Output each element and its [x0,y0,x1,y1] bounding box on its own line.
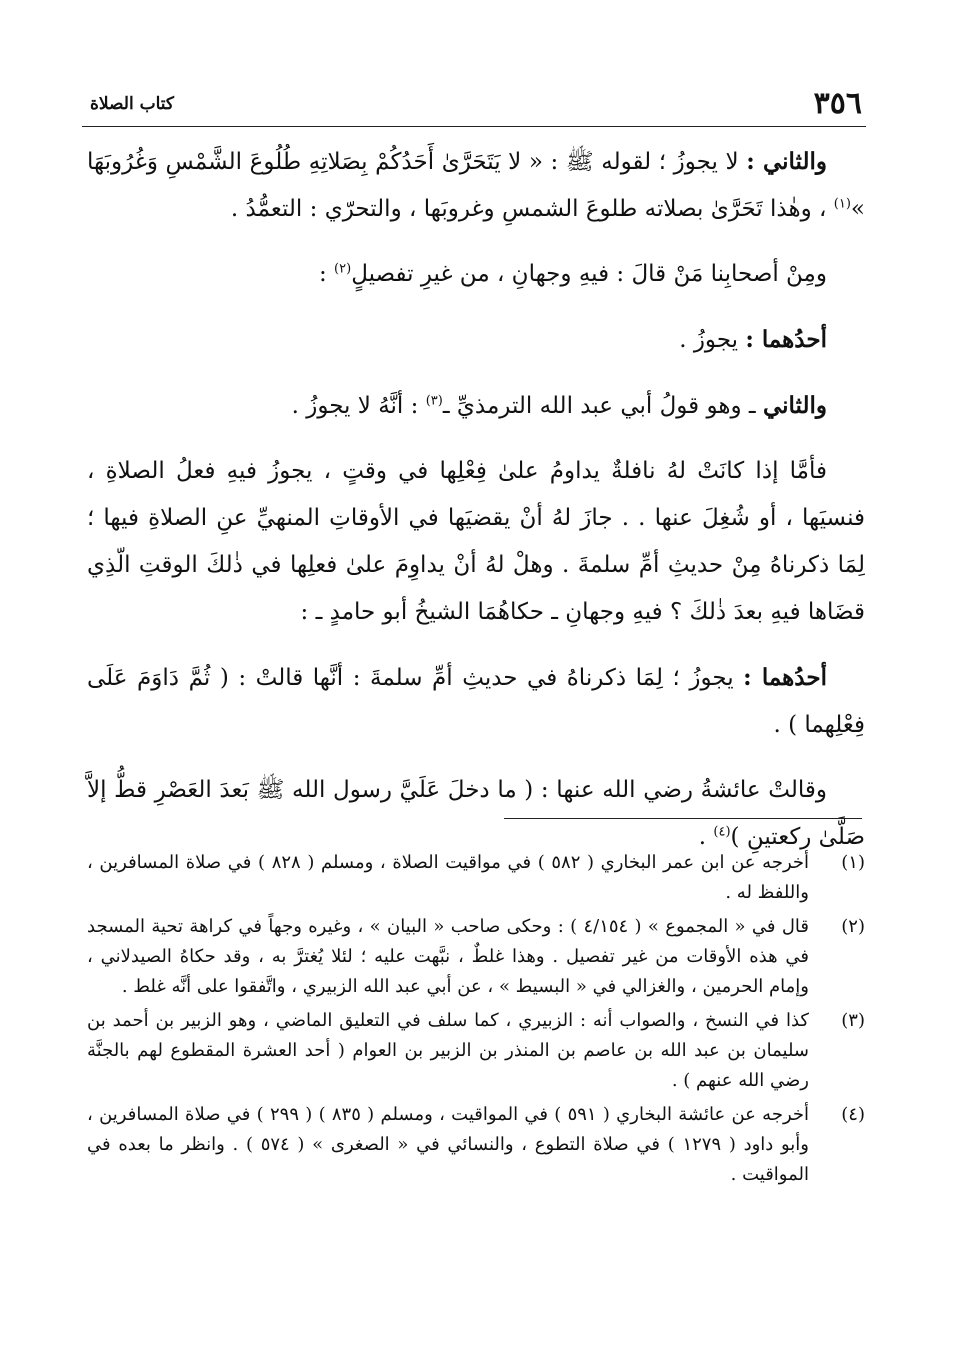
paragraph-1 [87,138,865,233]
paragraph-3-lead: أحدُهما : [745,326,827,353]
footnote-ref-2[interactable]: (٢) [334,261,352,277]
footnote-ref-4[interactable]: (٤) [713,824,731,840]
paragraph-7-text: وقالتْ عائشةُ رضي الله عنها : ( ما دخلَ عَلَيَّ رسول الله ﷺ بَعدَ العَصْرِ قطُّ إلاَّ صَلَّىٰ ركعتينِ ) [87,777,865,850]
footnote [87,848,865,908]
page-number: ٣٥٦ [813,86,862,121]
footnote [87,1100,865,1190]
paragraph-2 [87,251,865,298]
footnote-text: أخرجه عن ابن عمر البخاري ( ٥٨٢ ) في مواقيت الصلاة ، ومسلم ( ٨٢٨ ) في صلاة المسافرين ، واللفظ له . [87,852,810,903]
paragraph-6-text: يجوزُ ؛ لِمَا ذكرناهُ في حديثِ أمِّ سلمةَ : أنَّها قالتْ : ( ثُمَّ دَاوَمَ عَلَى فِعْلِهما ) . [87,665,865,738]
paragraph-3 [87,316,865,364]
paragraph-2-end: : [318,261,327,287]
footnote-number: (٣) [841,1010,865,1031]
footnote-text: قال في « المجموع » ( ٤/١٥٤ ) : وحكى صاحب « البيان » ، وغيره وجهاً في كراهة تحية المسجد في هذه الأوقات من غير تفصيل . وهذا غلطٌ ، نبَّهت عليه ؛ لئلا يُغترَّ به ، وقد حكاهُ الصيدلاني ، وإمام الحرمين ، والغزالي في « البسيط » ، عن أبي عبد الله الزبيري ، واتَّفقوا على أنَّه غلط . [87,916,810,997]
paragraph-1-lead: والثاني : [746,148,827,175]
footnote-number: (٢) [841,916,865,937]
paragraph-4-text: ـ وهو قولُ أبي عبد الله الترمذيِّ ـ [442,393,756,419]
footnote-number: (١) [841,852,865,873]
footnote [87,912,865,1002]
footnote [87,1006,865,1096]
page-header [82,86,866,126]
running-title: كتاب الصلاة [90,94,175,114]
footnote-ref-3[interactable]: (٣) [425,393,443,409]
paragraph-4-lead: والثاني [762,392,827,419]
paragraph-7 [87,767,865,861]
paragraph-1-text-cont: ، وهٰذا تَحَرَّىٰ بصلاته طلوعَ الشمسِ وغروبَها ، والتحرّي : التعمُّدُ . [230,196,827,222]
main-text [87,138,865,861]
paragraph-5: فأمَّا إذا كانَتْ لهُ نافلةٌ يداومُ علىٰ فِعْلِها في وقتٍ ، يجوزُ فيهِ فعلُ الصلاةِ ، فنسيَها ، أو شُغِلَ عنها . . جازَ لهُ أنْ يقضيَها في الأوقاتِ المنهيِّ عنِ الصلاةِ فيها ؛ لِمَا ذكرناهُ مِنْ حديثِ أمِّ سلمةَ . وهلْ لهُ أنْ يداوِمَ علىٰ فعلِها في ذٰلكَ الوقتِ الّذِي قضَاها فيهِ بعدَ ذٰلكَ ؟ فيهِ وجهانِ ـ حكاهُمَا الشيخُ أبو حامدٍ ـ : [87,458,865,625]
paragraph-3-text: يجوزُ . [679,327,739,353]
footnote-number: (٤) [841,1104,865,1125]
paragraph-6-lead: أحدُهما : [743,664,827,691]
paragraph-4-text-cont: : أنَّهُ لا يجوزُ . [291,393,419,419]
paragraph-1-text: لا يجوزُ ؛ لقوله ﷺ : « لا يَتَحَرَّىٰ أَحَدُكُمْ بِصَلاتِهِ طُلُوعَ الشَّمْسِ وَغُرُوبَهَا » [87,149,865,222]
footnote-separator [504,818,862,819]
footnote-text: أخرجه عن عائشة البخاري ( ٥٩١ ) في المواقيت ، ومسلم ( ٨٣٥ ) ( ٢٩٩ ) في صلاة المسافرين ، وأبو داود ( ١٢٧٩ ) في صلاة التطوع ، والنسائي في « الصغرى » ( ٥٧٤ ) . وانظر ما بعده في المواقيت . [87,1104,810,1185]
footnotes [87,848,865,1194]
footnote-text: كذا في النسخ ، والصواب أنه : الزبيري ، كما سلف في التعليق الماضي ، وهو الزبير بن أحمد بن سليمان بن عبد الله بن عاصم بن المنذر بن الزبير بن العوام ( أحد العشرة المقطوع لهم بالجنَّة رضي الله عنهم ) . [87,1010,809,1091]
paragraph-4 [87,382,865,430]
paragraph-6 [87,654,865,749]
footnote-ref-1[interactable]: (١) [833,196,851,212]
paragraph-7-end: . [698,824,707,850]
paragraph-2-text: ومِنْ أصحابِنا مَنْ قالَ : فيهِ وجهانِ ، من غيرِ تفصيلٍ [351,261,827,287]
header-rule [82,126,866,127]
